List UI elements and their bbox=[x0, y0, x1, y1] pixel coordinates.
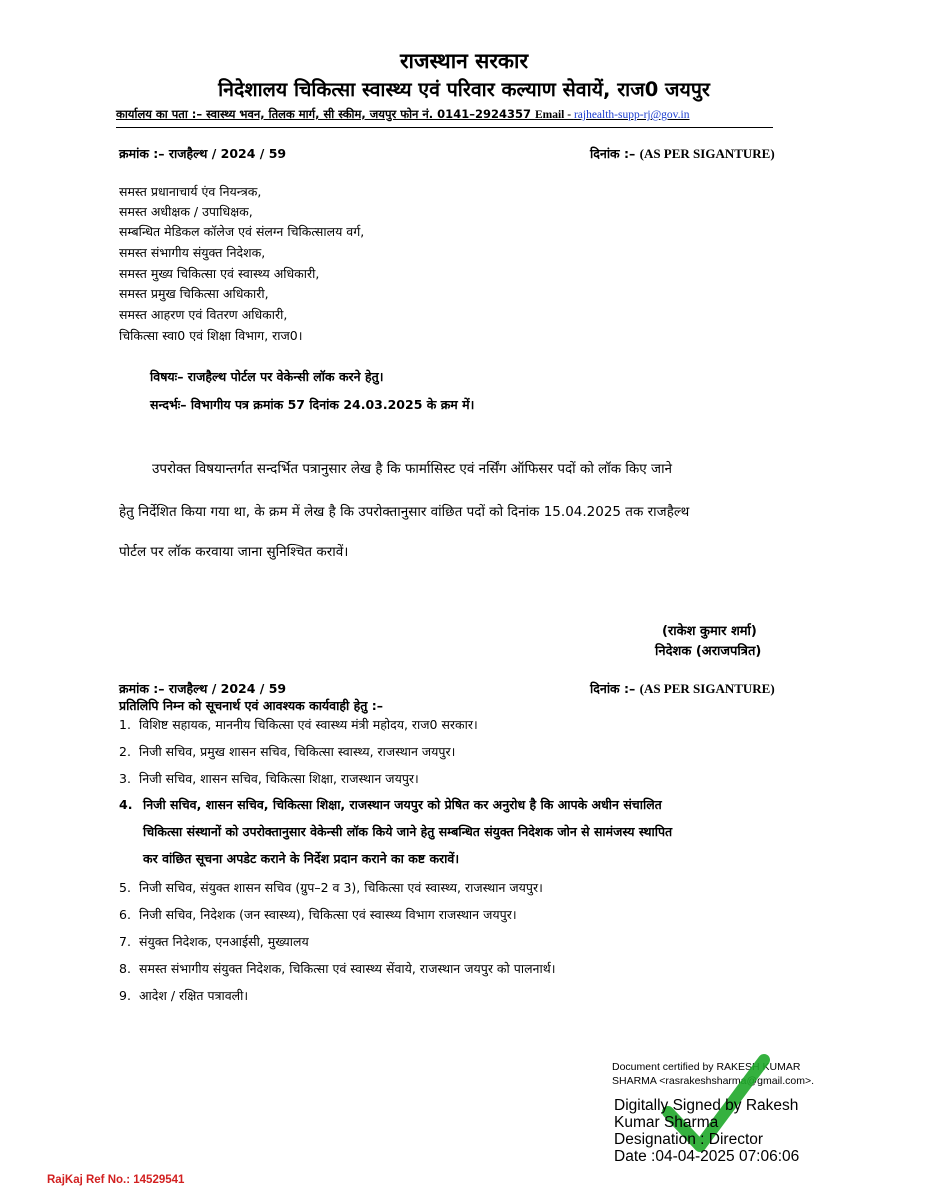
addressee-line: समस्त आहरण एवं वितरण अधिकारी, bbox=[119, 307, 288, 322]
copy-title: प्रतिलिपि निम्न को सूचनार्थ एवं आवश्यक कार्यवाही हेतु :– bbox=[119, 698, 383, 713]
certificate-line: SHARMA <rasrakeshsharma@gmail.com>. bbox=[612, 1075, 815, 1087]
govt-title: राजस्थान सरकार bbox=[399, 49, 529, 73]
copy-item-bold-line: चिकित्सा संस्थानों को उपरोक्तानुसार वेकेन्सी लॉक किये जाने हेतु सम्बन्धित संयुक्त निदेशक जोन से सामंजस्य स्थापित bbox=[143, 824, 673, 839]
ref-date bbox=[590, 145, 775, 162]
office-address bbox=[116, 107, 690, 122]
certificate-line: Document certified by RAKESH KUMAR bbox=[612, 1061, 801, 1073]
addressee-line: समस्त प्रधानाचार्य एंव नियन्त्रक, bbox=[119, 184, 262, 199]
copy-item: 7. संयुक्त निदेशक, एनआईसी, मुख्यालय bbox=[119, 934, 309, 949]
addressee-line: समस्त संभागीय संयुक्त निदेशक, bbox=[119, 245, 266, 260]
addressee-line: समस्त प्रमुख चिकित्सा अधिकारी, bbox=[119, 286, 269, 301]
copy-item-bold-line: कर वांछित सूचना अपडेट कराने के निर्देश प्रदान कराने का कष्ट करावें। bbox=[143, 851, 460, 866]
copy-item: 2. निजी सचिव, प्रमुख शासन सचिव, चिकित्सा स्वास्थ्य, राजस्थान जयपुर। bbox=[119, 744, 456, 759]
header-divider bbox=[116, 127, 773, 128]
ref-date-copy: दिनांक :– (AS PER SIGANTURE) bbox=[590, 681, 775, 696]
ref-number: क्रमांक :– राजहैल्थ / 2024 / 59 bbox=[119, 146, 287, 161]
copy-item: 5. निजी सचिव, संयुक्त शासन सचिव (ग्रुप–2 व 3), चिकित्सा एवं स्वास्थ्य, राजस्थान जयपुर। bbox=[119, 880, 543, 895]
copy-item: 3. निजी सचिव, शासन सचिव, चिकित्सा शिक्षा, राजस्थान जयपुर। bbox=[119, 771, 419, 786]
digital-signature-line: Digitally Signed by Rakesh bbox=[614, 1097, 799, 1114]
digital-signature-line: Kumar Sharma bbox=[614, 1114, 719, 1131]
email-link[interactable]: rajhealth-supp-rj@gov.in bbox=[573, 109, 690, 121]
rajkaj-ref-number: RajKaj Ref No.: 14529541 bbox=[47, 1174, 185, 1186]
date-label: दिनांक :– bbox=[590, 146, 640, 161]
ref-number-copy: क्रमांक :– राजहैल्थ / 2024 / 59 bbox=[119, 681, 287, 696]
digital-signature-line: Date :04-04-2025 07:06:06 bbox=[614, 1148, 800, 1165]
reference-line: सन्दर्भः– विभागीय पत्र क्रमांक 57 दिनांक 24.03.2025 के क्रम में। bbox=[150, 397, 475, 412]
copy-item-bold: 4. निजी सचिव, शासन सचिव, चिकित्सा शिक्षा, राजस्थान जयपुर को प्रेषित कर अनुरोध है कि आपके अधीन संचालित bbox=[119, 797, 662, 812]
addressee-line: समस्त मुख्य चिकित्सा एवं स्वास्थ्य अधिकारी, bbox=[119, 266, 320, 281]
copy-item: 6. निजी सचिव, निदेशक (जन स्वास्थ्य), चिकित्सा एवं स्वास्थ्य विभाग राजस्थान जयपुर। bbox=[119, 907, 517, 922]
addressee-line: चिकित्सा स्वा0 एवं शिक्षा विभाग, राज0। bbox=[119, 328, 303, 343]
addressee-line: समस्त अधीक्षक / उपाधिक्षक, bbox=[119, 204, 253, 219]
digital-signature-line: Designation : Director bbox=[614, 1131, 764, 1148]
address-text: कार्यालय का पता :– स्वास्थ्य भवन, तिलक मार्ग, सी स्कीम, जयपुर फोन नं. 0141–2924357 bbox=[116, 107, 535, 121]
copy-item: 1. विशिष्ट सहायक, माननीय चिकित्सा एवं स्वास्थ्य मंत्री महोदय, राज0 सरकार। bbox=[119, 717, 478, 732]
directorate-title: निदेशालय चिकित्सा स्वास्थ्य एवं परिवार कल्याण सेवायें, राज0 जयपुर bbox=[218, 78, 710, 101]
body-line-3: पोर्टल पर लॉक करवाया जाना सुनिश्चित करावें। bbox=[119, 544, 349, 560]
addressee-line: सम्बन्धित मेडिकल कॉलेज एवं संलग्न चिकित्सालय वर्ग, bbox=[119, 224, 365, 239]
body-line-2: हेतु निर्देशित किया गया था, के क्रम में लेख है कि उपरोक्तानुसार वांछित पदों को दिनांक 15.04.2025 तक राजहैल्थ bbox=[119, 504, 690, 520]
email-label: Email - bbox=[534, 109, 574, 121]
signatory-designation: निदेशक (अराजपत्रित) bbox=[655, 644, 762, 659]
copy-item: 9. आदेश / रक्षित पत्रावली। bbox=[119, 988, 249, 1003]
signatory-name: (राकेश कुमार शर्मा) bbox=[662, 624, 757, 639]
body-line-1: उपरोक्त विषयान्तर्गत सन्दर्भित पत्रानुसार लेख है कि फार्मासिस्ट एवं नर्सिंग ऑफिसर पदों को लॉक किए जाने bbox=[152, 461, 673, 477]
copy-item: 8. समस्त संभागीय संयुक्त निदेशक, चिकित्सा एवं स्वास्थ्य सेंवाये, राजस्थान जयपुर को पालनार्थ। bbox=[119, 961, 556, 976]
subject-line: विषयः– राजहैल्थ पोर्टल पर वेकेन्सी लॉक करने हेतु। bbox=[150, 369, 384, 384]
date-value: (AS PER SIGANTURE) bbox=[639, 146, 775, 161]
highlighted-posts: फार्मासिस्ट एवं नर्सिंग ऑफिसर bbox=[404, 461, 554, 477]
